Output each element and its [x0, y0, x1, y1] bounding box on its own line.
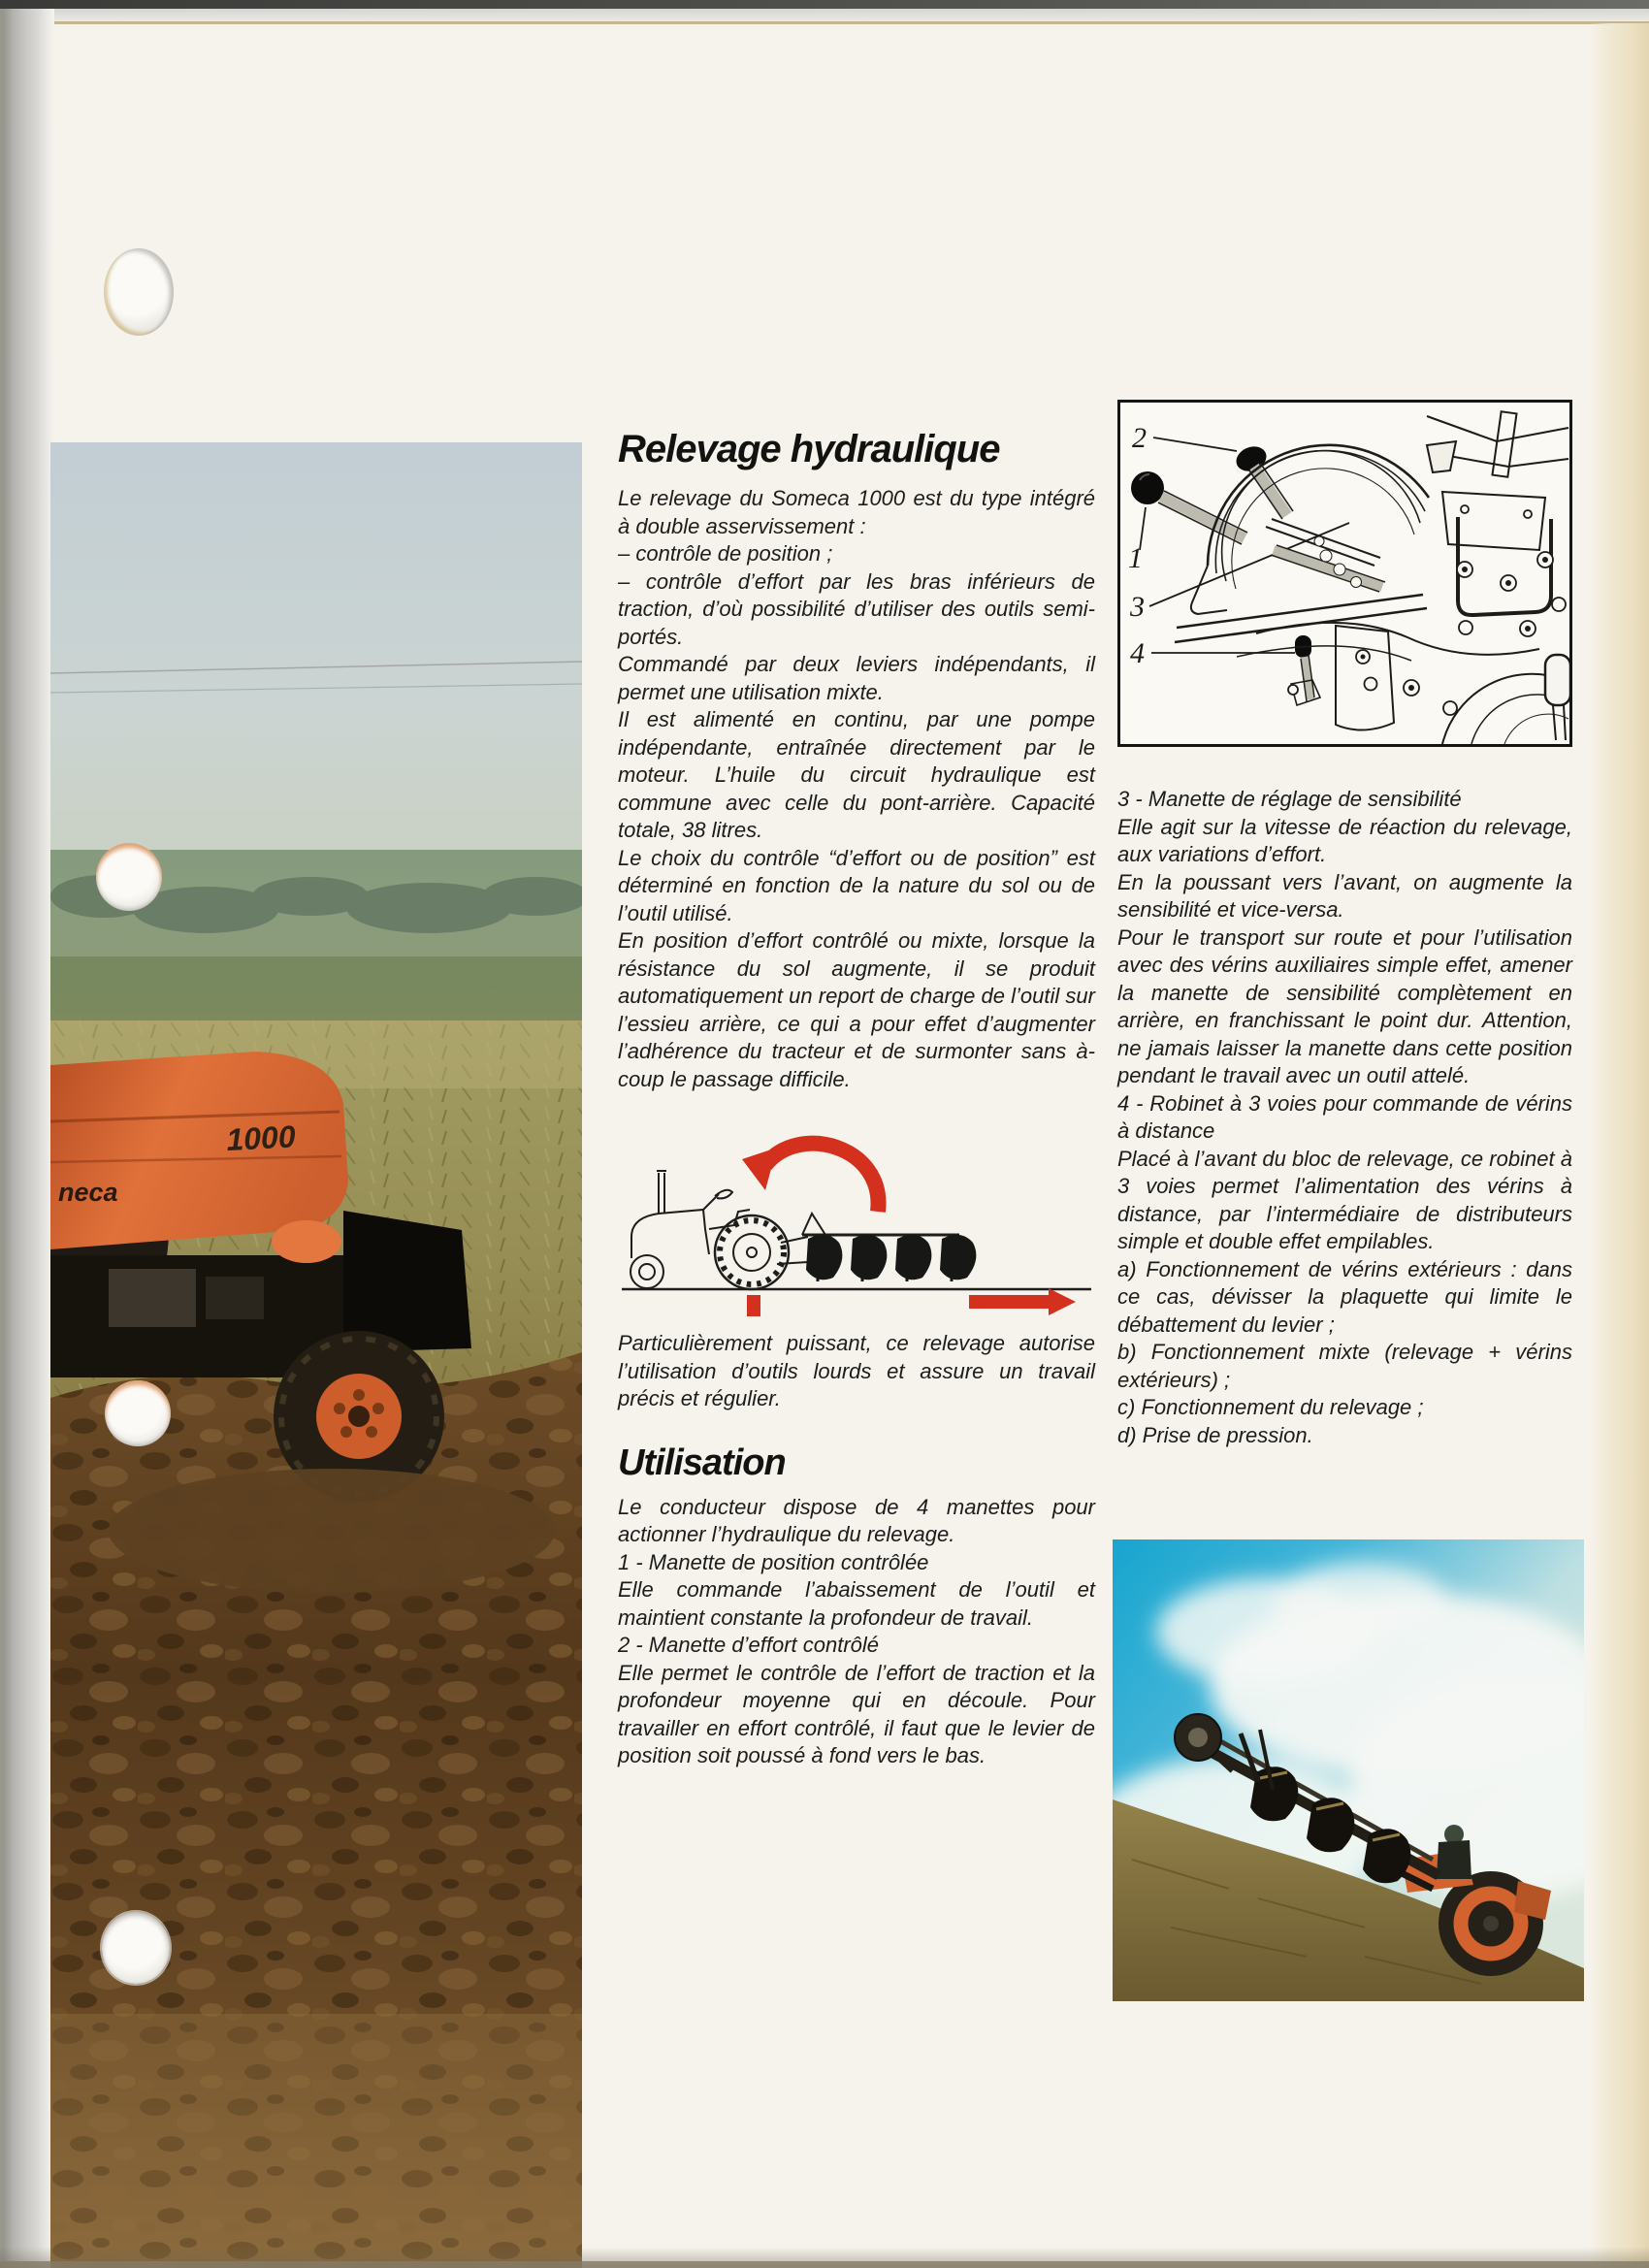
- lever-location-diagram: [1117, 400, 1572, 747]
- middle-text-column: [618, 429, 1095, 1770]
- paragraph: Particulièrement puissant, ce relevage autorise l’utilisation d’outils lourds et assure un travail précis et régulier.: [618, 1331, 1095, 1410]
- paragraph: En position d’effort contrôlé ou mixte, lorsque la résistance du sol augmente, il se produit automatiquement un report de charge de l’outil sur l’essieu arrière, ce qui a pour effet d’augmenter l’adhérence du tracteur et de surmonter sans à-coup le passage difficile.: [618, 928, 1095, 1091]
- hood-model-label: 1000: [225, 1118, 297, 1157]
- punch-hole: [105, 1380, 171, 1446]
- paragraph: 3 - Manette de réglage de sensibilité: [1117, 787, 1462, 811]
- scanner-bottom-edge: [0, 2261, 1649, 2268]
- paragraph: 4 - Robinet à 3 voies pour commande de vérins à distance: [1117, 1090, 1572, 1143]
- load-transfer-arrows: [738, 1144, 1076, 1316]
- paragraph: 2 - Manette d’effort contrôlé: [618, 1633, 880, 1657]
- section-title-utilisation: Utilisation: [618, 1442, 786, 1483]
- field-tractor-photo: [50, 442, 582, 2268]
- paragraph: a) Fonctionnement de vérins extérieurs : dans ce cas, dévisser la plaquette qui limite le débattement du levier ;: [1117, 1256, 1572, 1337]
- paragraph: 1 - Manette de position contrôlée: [618, 1549, 929, 1574]
- hood-brand-label: neca: [58, 1178, 118, 1207]
- paragraph: Le choix du contrôle “d’effort ou de position” est déterminé en fonction de la nature du sol ou de l’outil utilisé.: [618, 845, 1095, 925]
- punch-hole: [102, 1912, 170, 1984]
- paragraph: Le relevage du Someca 1000 est du type intégré à double asservissement :: [618, 486, 1095, 538]
- paragraph: Il est alimenté en continu, par une pompe indépendante, entraînée directement par le moteur. L’huile du circuit hydraulique est commune avec celle du pont-arrière. Capacité totale, 38 litres.: [618, 707, 1095, 842]
- page-top-edge-line: [47, 21, 1649, 24]
- punch-hole: [96, 843, 162, 911]
- page-title: Relevage hydraulique: [618, 428, 1000, 470]
- paragraph: Commandé par deux leviers indépendants, il permet une utilisation mixte.: [618, 652, 1095, 704]
- callout-4: 4: [1130, 637, 1145, 669]
- paragraph: Elle commande l’abaissement de l’outil et maintient constante la profondeur de travail.: [618, 1577, 1095, 1630]
- paragraph: Elle agit sur la vitesse de réaction du relevage, aux variations d’effort.: [1117, 814, 1572, 866]
- scanner-left-gutter: [0, 9, 54, 2268]
- callout-1: 1: [1128, 542, 1143, 574]
- callout-3: 3: [1130, 591, 1145, 623]
- paragraph: b) Fonctionnement mixte (relevage + vérins extérieurs) ;: [1117, 1340, 1572, 1392]
- paragraph: Placé à l’avant du bloc de relevage, ce robinet à 3 voies permet l’alimentation des vérins à distance, par l’intermédiaire de distributeurs simple et double effet empilables.: [1117, 1146, 1572, 1253]
- page-right-curl: [1589, 23, 1649, 2268]
- paragraph: d) Prise de pression.: [1117, 1422, 1313, 1447]
- paragraph: c) Fonctionnement du relevage ;: [1117, 1395, 1424, 1419]
- right-text-column: [1117, 400, 1572, 1449]
- punch-hole: [104, 248, 174, 336]
- paragraph: Le conducteur dispose de 4 manettes pour actionner l’hydraulique du relevage.: [618, 1494, 1095, 1546]
- paragraph: – contrôle d’effort par les bras inférieurs de traction, d’où possibilité d’utiliser des outils semi-portés.: [618, 568, 1095, 649]
- scanner-top-edge: [0, 0, 1649, 9]
- raised-plough-illustration: [1113, 1539, 1584, 2001]
- raised-plough-photo: [1113, 1539, 1584, 2001]
- field-tractor-illustration: [50, 442, 582, 2268]
- callout-2: 2: [1132, 422, 1147, 454]
- paragraph: Pour le transport sur route et pour l’utilisation avec des vérins auxiliaires simple effet, amener la manette de sensibilité complètement en arrière, en franchissant le point dur. Attention, ne jamais laisser la manette dans cette position pendant le travail avec un outil attelé.: [1117, 924, 1572, 1087]
- paragraph: Elle permet le contrôle de l’effort de traction et la profondeur moyenne qui en découle. Pour travailler en effort contrôlé, il faut que le levier de position soit poussé à fond vers le bas.: [618, 1660, 1095, 1767]
- paragraph: En la poussant vers l’avant, on augmente la sensibilité et vice-versa.: [1117, 869, 1572, 922]
- paragraph: – contrôle de position ;: [618, 541, 833, 566]
- weight-transfer-diagram: [618, 1117, 1095, 1316]
